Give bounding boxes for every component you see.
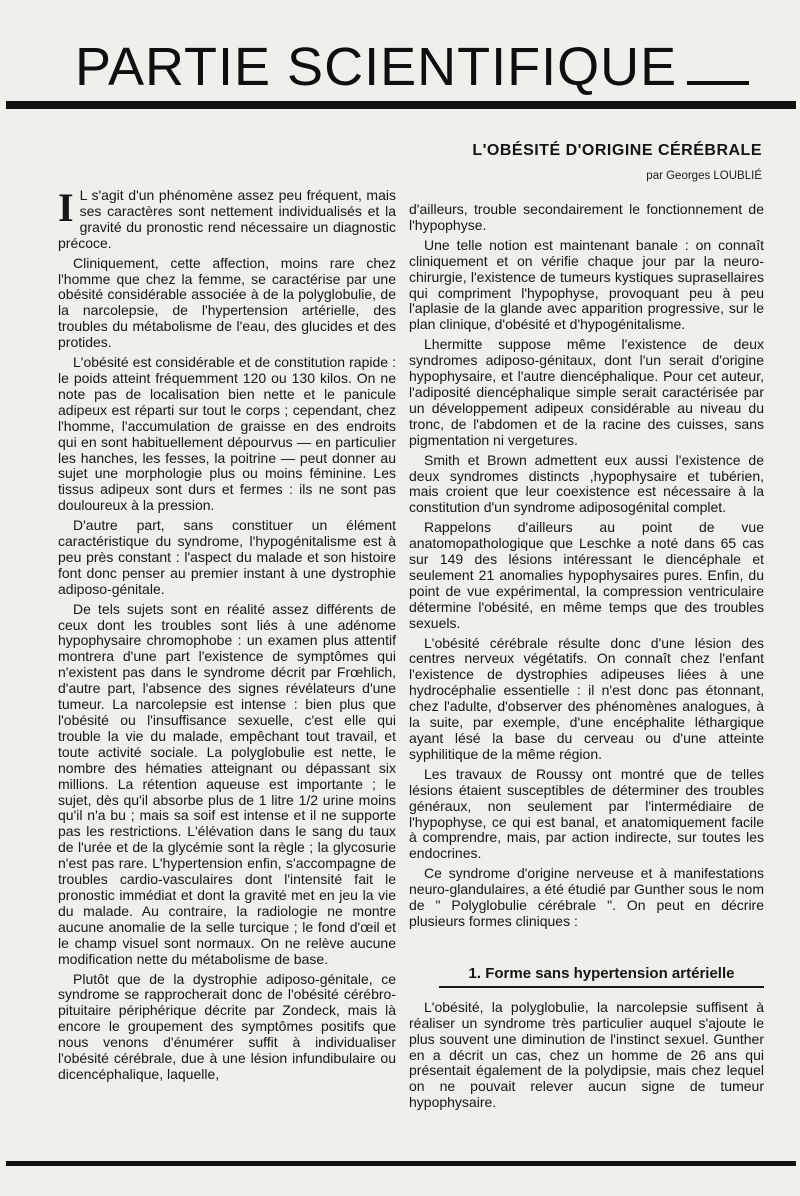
paragraph: Rappelons d'ailleurs au point de vue anatomopathologique que Leschke a noté dans 65 cas sur 149 des lésions intéressant le diencéphale et seulement 21 anomalies hypophysaires pures. Enfin, du point de vue expérimental, la compression ventriculaire détermine l'obésité, en même temps que des troubles sexuels.: [409, 519, 764, 631]
subheading: 1. Forme sans hypertension artérielle: [439, 966, 764, 988]
paragraph: D'autre part, sans constituer un élément caractéristique du syndrome, l'hypogénitalisme est à peu près constant : l'aspect du malade et son histoire font donc penser au premier instant à une dystrophie adiposo-génitale.: [58, 517, 396, 597]
header-rule: [6, 101, 796, 109]
paragraph: d'ailleurs, trouble secondairement le fonctionnement de l'hypophyse.: [409, 201, 764, 233]
section-title: PARTIE SCIENTIFIQUE: [75, 28, 795, 106]
right-column: [409, 202, 764, 1115]
paragraph: L'obésité, la polyglobulie, la narcolepsie suffisent à réaliser un syndrome très particulier auquel s'ajoute le plus souvent une diminution de l'instinct sexuel. Gunther en a décrit un cas, chez un homme de 26 ans qui présentait également de la polydipsie, mais chez lequel on ne pouvait relever aucun signe de tumeur hypophysaire.: [409, 998, 764, 1111]
paragraph: Les travaux de Roussy ont montré que de telles lésions étaient susceptibles de déterminer des troubles généraux, non seulement par l'intermédiaire de l'hypophyse, ce qui est banal, et anatomiquement facile à comprendre, mais, par action indirecte, sur toutes les endocrines.: [409, 765, 764, 862]
paragraph: Cliniquement, cette affection, moins rare chez l'homme que chez la femme, se caractérise par une obésité considérable associée à de la polyglobulie, de la narcolepsie, de l'hypertension artérielle, des troubles du métabolisme de l'eau, des glucides et des protides.: [58, 254, 396, 351]
paragraph: De tels sujets sont en réalité assez différents de ceux dont les troubles sont liés à une adénome hypophysaire chromophobe : un examen plus attentif montrera d'une part l'existence de symptômes qui n'existent pas dans le syndrome décrit par Frœhlich, d'autre part, l'absence des signes révélateurs d'une tumeur. La narcolepsie est intense : bien plus que l'obésité ou l'insuffisance sexuelle, c'est elle qui trouble la vie du malade, empêchant tout travail, et toute activité sociale. La polyglobulie est nette, le nombre des hématies atteignant ou dépassant six millions. La rétention aqueuse est importante ; le sujet, dès qu'il absorbe plus de 1 litre 1/2 urine moins qu'il n'a bu ; mais sa soif est intense et il ne supporte pas les restrictions. L'élévation dans le sang du taux de l'urée et de la glycémie sont la règle ; la glycosurie n'est pas rare. L'hypertension enfin, s'accompagne de troubles cardio-vasculaires dont l'intensité fait le pronostic immédiat et dont la gravité met en jeu la vie du malade. Au contraire, la radiologie ne montre aucune anomalie de la selle turcique ; le fond d'œil et le champ visuel sont normaux. On ne relève aucune modification nette du métabolisme de base.: [58, 600, 396, 967]
paragraph: I L s'agit d'un phénomène assez peu fréquent, mais ses caractères sont nettement individualisés et la gravité du pronostic rend nécessaire un diagnostic précoce.: [58, 185, 396, 251]
paragraph: Ce syndrome d'origine nerveuse et à manifestations neuro-glandulaires, a été étudié par Gunther sous le nom de " Polyglobulie cérébrale ". On peut en décrire plusieurs formes cliniques :: [409, 865, 764, 929]
paragraph: Une telle notion est maintenant banale : on connaît cliniquement et on vérifie chaque jour par la neuro-chirurgie, l'existence de tumeurs kystiques suprasellaires qui compriment l'hypophyse, provoquant peu à peu l'aplasie de la glande avec apparition progressive, sur le plan clinique, d'obésité et d'hypogénitalisme.: [409, 236, 764, 333]
paragraph: Smith et Brown admettent eux aussi l'existence de deux syndromes distincts ,hypophysaire et tubérien, mais croient que leur coexistence est nécessaire à la constitution d'un syndrome adiposogénital complet.: [409, 451, 764, 516]
footer-rule: [6, 1161, 796, 1166]
article-byline: par Georges LOUBLIÉ: [646, 170, 762, 182]
paragraph: Lhermitte suppose même l'existence de deux syndromes adiposo-génitaux, dont l'un serait d'origine hypophysaire, et l'autre diencéphalique. Pour cet auteur, l'adiposité diencéphalique simple serait caractérisée par un développement adipeux considérable au niveau du tronc, de l'abdomen et de la racine des cuisses, sans pigmentation ni vergetures.: [409, 336, 764, 448]
left-column: [58, 185, 396, 1087]
paragraph: Plutôt que de la dystrophie adiposo-génitale, ce syndrome se rapprocherait donc de l'obésité cérébro-pituitaire périphérique décrite par Zondeck, mais là encore le groupement des symptômes positifs que nous venons d'énumérer suffit à individualiser l'obésité cérébrale, due à une lésion infundibulaire ou dicencéphalique, laquelle,: [58, 970, 396, 1082]
paragraph: L'obésité est considérable et de constitution rapide : le poids atteint fréquemment 120 ou 130 kilos. On ne note pas de localisation bien nette et le panicule adipeux est réparti sur tout le corps ; cependant, chez l'homme, l'accumulation de graisse en des endroits qui en sont habituellement dépourvus — en particulier les hanches, les fesses, la poitrine — peut donner au sujet une morphologie plus ou moins féminine. Les tissus adipeux sont durs et fermes : ils ne sont pas douloureux à la pression.: [58, 354, 396, 514]
paragraph: L'obésité cérébrale résulte donc d'une lésion des centres nerveux végétatifs. On connaît chez l'enfant l'existence de dystrophies adipeuses liées à une hydrocéphalie essentielle : il n'est donc pas étonnant, chez l'adulte, d'observer des phénomènes analogues, à la suite, par exemple, d'une encéphalite léthargique ayant lésé la base du cerveau ou d'une atteinte syphilitique de la même région.: [409, 634, 764, 762]
title-tail-rule: [687, 81, 749, 85]
article-title: L'OBÉSITÉ D'ORIGINE CÉRÉBRALE: [472, 142, 762, 159]
drop-cap: I: [58, 185, 74, 230]
